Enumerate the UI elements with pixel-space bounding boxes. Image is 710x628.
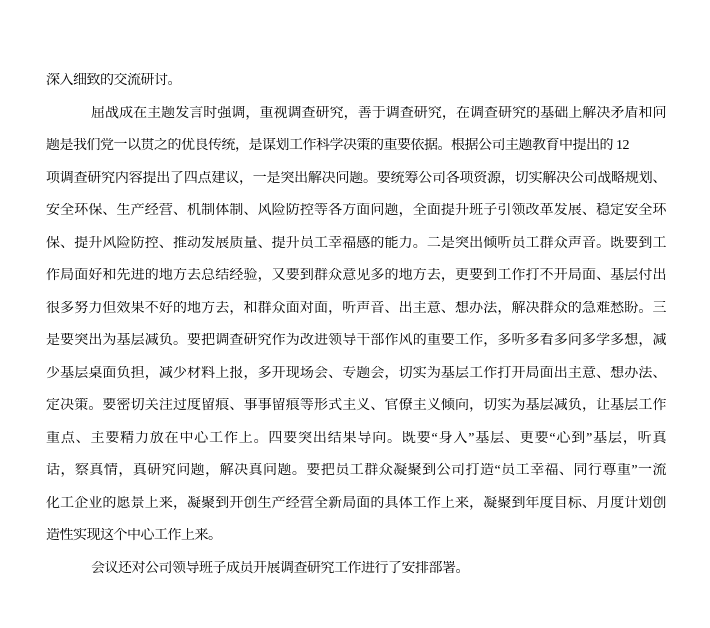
text-line: 保、提升风险防控、推动发展质量、提升员工幸福感的能力。二是突出倾听员工群众声音。既要到工 <box>46 235 666 251</box>
text-line: 题是我们党一以贯之的优良传统，是谋划工作科学决策的重要依据。根据公司主题教育中提出的 12 <box>46 138 629 153</box>
text-line: 会议还对公司领导班子成员开展调查研究工作进行了安排部署。 <box>91 560 469 576</box>
text-line: 项调查研究内容提出了四点建议，一是突出解决问题。要统筹公司各项资源，切实解决公司战略规划、 <box>46 170 666 186</box>
text-line: 是要突出为基层减负。要把调查研究作为改进领导干部作风的重要工作，多听多看多问多学多想，减 <box>46 333 666 348</box>
text-line: 重点、主要精力放在中心工作上。四要突出结果导向。既要“身入”基层、更要“心到”基层，听真 <box>46 430 666 446</box>
text-line: 定决策。要密切关注过度留痕、事事留痕等形式主义、官僚主义倾向，切实为基层减负，让基层工作 <box>46 398 666 413</box>
text-line: 造性实现这个中心工作上来。 <box>46 528 222 543</box>
text-line: 少基层桌面负担，减少材料上报，多开现场会、专题会，切实为基层工作打开局面出主意、想办法、 <box>46 365 666 381</box>
text-line: 化工企业的愿景上来，凝聚到开创生产经营全新局面的具体工作上来，凝聚到年度目标、月度计划创 <box>46 495 666 511</box>
text-line: 很多努力但效果不好的地方去，和群众面对面，听声音、出主意、想办法，解决群众的急难愁盼。三 <box>46 300 666 316</box>
text-line: 深入细致的交流研讨。 <box>46 73 181 88</box>
text-line: 安全环保、生产经营、机制体制、风险防控等各方面问题，全面提升班子引领改革发展、稳定安全环 <box>46 203 666 218</box>
document-text-block <box>46 73 666 593</box>
text-line: 屈战成在主题发言时强调，重视调查研究，善于调查研究，在调查研究的基础上解决矛盾和问 <box>91 105 666 121</box>
text-line: 话，察真情，真研究问题，解决真问题。要把员工群众凝聚到公司打造“员工幸福、同行尊重”一流 <box>46 463 666 478</box>
text-line: 作局面好和先进的地方去总结经验，又要到群众意见多的地方去，更要到工作打不开局面、基层付出 <box>46 268 666 283</box>
